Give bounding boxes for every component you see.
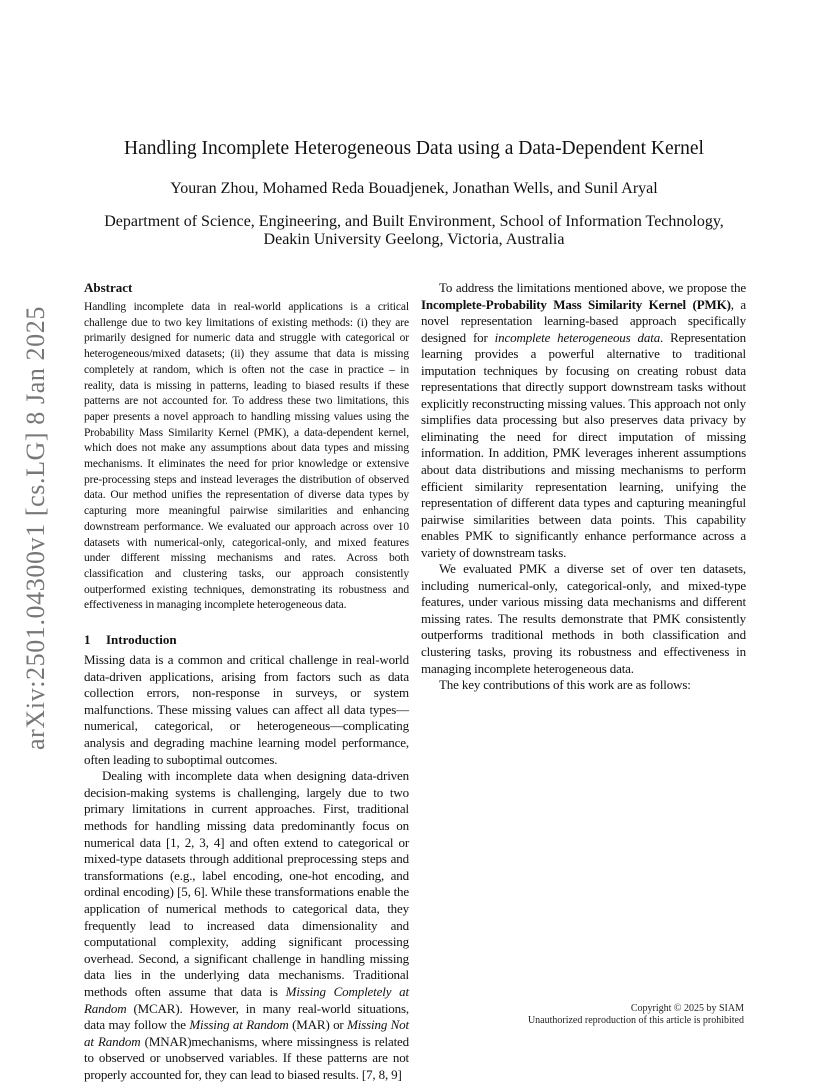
section-heading-introduction — [84, 632, 409, 648]
left-column — [84, 280, 409, 1084]
mar-term: Missing at Random — [189, 1017, 289, 1033]
mcar-term: Missing Completely at Random — [84, 983, 409, 1016]
affiliation — [70, 213, 758, 249]
copyright-line: Copyright © 2025 by SIAM — [630, 1003, 744, 1014]
mnar-term: Missing Not at Random — [84, 1017, 409, 1049]
intro-paragraph-1: Missing data is a common and critical challenge in real-world data-driven applications, arising from factors such as data collection errors, non-response in surveys, or system malfunctions. These missing values can affect all data types—numerical, categorical, or heterogeneous—complicating analysis and degrading machine learning model performance, often leading to suboptimal outcomes. — [84, 652, 409, 767]
intro-paragraph-5: The key contributions of this work are as follows: — [439, 677, 691, 693]
incomplete-heterogeneous-term: incomplete heterogeneous data — [494, 329, 661, 345]
intro-paragraph-3-text-a: To address the limitations mentioned above, we propose the — [439, 280, 746, 295]
intro-paragraph-3 — [421, 280, 746, 561]
affiliation-line-2: Deakin University Geelong, Victoria, Australia — [263, 231, 565, 248]
intro-paragraph-2 — [84, 768, 409, 1083]
intro-paragraph-2-text-c: (MAR) or — [288, 1017, 348, 1033]
section-title: Introduction — [106, 632, 177, 648]
section-number: 1 — [84, 632, 91, 648]
reproduction-notice: Unauthorized reproduction of this article is prohibited — [527, 1015, 744, 1026]
intro-paragraph-2-text-b: (MCAR). However, in many real-world situations, data may follow the — [84, 1000, 409, 1033]
arxiv-id: arXiv:2501.04300v1 [cs.LG] 8 Jan 2025 — [21, 306, 51, 750]
intro-paragraph-4: We evaluated PMK a diverse set of over ten datasets, including numerical-only, categorical-only, and mixed-type features, under various missing data mechanisms and different missing rates. The results demonstrate that PMK consistently outperforms traditional methods in both classification and clustering tasks, proving its robustness and effectiveness in managing incomplete heterogeneous data. — [421, 561, 746, 676]
affiliation-line-1: Department of Science, Engineering, and Built Environment, School of Information Technology, — [104, 213, 724, 230]
pmk-name: Incomplete-Probability Mass Similarity Kernel (PMK) — [421, 296, 731, 312]
intro-paragraph-2-text: Dealing with incomplete data when designing data-driven decision-making systems is challenging, largely due to two primary limitations in current approaches. First, traditional methods for handling missing data predominantly focus on numerical data [1, 2, 3, 4] and often extend to categorical or mixed-type datasets through additional preprocessing steps and transformations (e.g., label encoding, one-hot encoding, and ordinal encoding) [5, 6]. While these transformations enable the application of numerical methods to categorical data, they frequently lead to increased data dimensionality and computational complexity, adding significant processing overhead. Second, a significant challenge in handling missing data lies in the underlying data mechanisms. Traditional methods often assume that data is — [84, 768, 409, 999]
abstract-text: Handling incomplete data in real-world applications is a critical challenge due to two key limitations of existing methods: (i) they are primarily designed for numeric data and struggle with categorical or heterogeneous/mixed datasets; (ii) they assume that data is missing completely at random, which is often not the case in practice – in reality, data is missing in patterns, leading to biased results if these patterns are not accounted for. To address these two limitations, this paper presents a novel approach to handling missing values using the Probability Mass Similarity Kernel (PMK), a data-dependent kernel, which does not make any assumptions about data types and missing mechanisms. It eliminates the need for prior knowledge or extensive pre-processing steps and instead leverages the distribution of observed data. Our method unifies the representation of diverse data types by capturing more meaningful pairwise similarities and enhancing downstream performance. We evaluated our approach across over 10 datasets with numerical-only, categorical-only, and mixed features under different missing mechanisms and rates. Across both classification and clustering tasks, our approach consistently outperformed existing techniques, demonstrating its robustness and effectiveness in managing incomplete heterogeneous data. — [84, 301, 409, 612]
right-column — [421, 280, 746, 694]
intro-paragraph-3-text-b: , a novel representation learning-based approach specifically designed for — [421, 296, 746, 345]
paper-title: Handling Incomplete Heterogeneous Data using a Data-Dependent Kernel — [124, 138, 704, 159]
intro-paragraph-2-text-d: (MNAR)mechanisms, where missingness is related to observed or unobserved variables. If these patterns are not properly accounted for, they can lead to biased results. [7, 8, 9] — [84, 1033, 409, 1082]
author-list: Youran Zhou, Mohamed Reda Bouadjenek, Jonathan Wells, and Sunil Aryal — [170, 180, 658, 197]
copyright-notice — [344, 1003, 744, 1027]
arxiv-identifier-sidebar — [14, 293, 58, 763]
abstract-heading: Abstract — [84, 280, 133, 295]
intro-paragraph-3-text-c: . Representation learning provides a powerful alternative to traditional imputation techniques by focusing on creating robust data representations that directly support downstream tasks without explicitly reconstructing missing values. This approach not only simplifies data processing but also preserves data privacy by eliminating the need for direct imputation of missing information. In addition, PMK leverages inherent assumptions about data distributions and missing mechanisms to perform efficient similarity representation learning, unifying the representation of different data types and capturing meaningful pairwise similarities between data points. This capability enables PMK to significantly enhance performance across a variety of downstream tasks. — [421, 329, 746, 560]
